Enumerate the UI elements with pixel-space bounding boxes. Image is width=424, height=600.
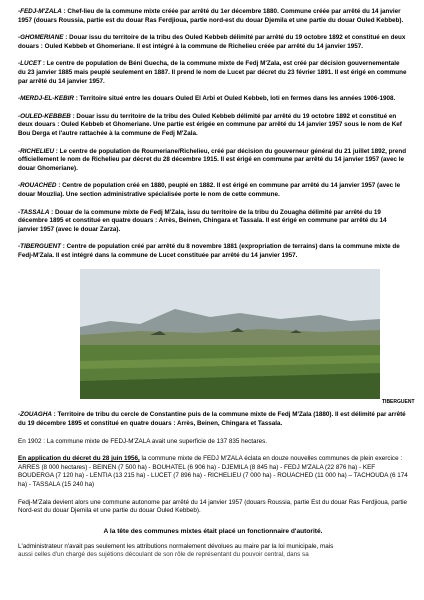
entry-text: : Territoire de tribu du cercle de Constantine puis de la commune mixte de Fedj M'Zala (1880). Il est délimité par arrêté du 19 décembre 1895 et constitué en quatre douars : Arrès, Beinen, Chingara et Tassala. <box>18 411 406 428</box>
entry-text: : Chef-lieu de la commune mixte créée par arrêté du 1er décembre 1880. Commune créée par arrêté du 14 janvier 1957 (douars Roussia, partie est du douar Ras Ferdjioua, partie nord-est du douar Djemila et une partie du douar Ouled Kebbeb). <box>18 8 404 24</box>
entry-term: -RICHELIEU <box>18 147 55 155</box>
application-lead: En application du décret du 28 juin 1956, <box>18 455 140 463</box>
entry-richelieu <box>18 148 408 174</box>
entry-text: : Territoire situé entre les douars Ouled El Arbi et Ouled Kebbeb, loti en fermes dans les années 1906-1908. <box>73 95 396 103</box>
paragraph-application <box>18 455 408 489</box>
paragraph-1902: En 1902 : La commune mixte de FEDJ-M'ZALA avait une superficie de 137 835 hectares. <box>18 437 268 445</box>
entry-text: : Douar issu du territoire de la tribu des Ouled Kebbeb délimité par arrêté du 19 octobre 1892 et constitué en deux douars : Ouled Kebbeb et Ghomeriane. Une partie est érigée en commune par arrêté du 14 janvier 1957 sous le nom de Kef Bou Derga et l'autre rattachée à la commune de Fedj M'Zala. <box>18 112 402 137</box>
landscape-photo <box>80 269 380 399</box>
center-note: A la tête des communes mixtes était placé un fonctionnaire d'autorité. <box>103 527 323 535</box>
entry-term: -GHOMERIANE <box>18 34 64 42</box>
landscape-photo-block <box>80 269 414 407</box>
entry-ouled-kebbeb <box>18 113 408 139</box>
entry-term: -TASSALA <box>18 208 50 216</box>
entry-term: -TIBERGUENT <box>18 243 62 251</box>
entry-text: : Douar de la commune mixte de Fedj M'Zala, issu du territoire de la tribu du Zouagha délimité par arrêté du 19 décembre 1895 et constitué en quatre douars : Arrès, Beinen, Chingara et Tassala. Il est érigé en commune par arrêté du 14 janvier 1957 (avec le douar Zarza). <box>18 208 387 233</box>
entry-text: : Le centre de population de Roumeriane/Richelieu, créé par décision du gouverneur général du 21 juillet 1892, prend officiellement le nom de Richelieu par décret du 28 décembre 1915. Il est érigé en commune par arrêté du 14 janvier 1957 (avec le douar Ghomeriane). <box>18 147 407 172</box>
commune-entries <box>18 8 408 260</box>
entry-term: -OULED-KEBBEB <box>18 112 71 120</box>
entry-lucet <box>18 60 408 86</box>
entry-tiberguent <box>18 243 408 260</box>
entry-term: -FEDJ-M'ZALA <box>18 8 62 15</box>
landscape-illustration <box>80 269 380 399</box>
entry-text: : Centre de population créé par arrêté du 8 novembre 1881 (expropriation de terrains) dans la commune mixte de Fedj-M'Zala. Il est intégré dans la commune de Lucet constituée par arrêté du 14 janvier 1957. <box>18 243 400 259</box>
document-page <box>18 8 415 559</box>
application-text: la commune mixte de FEDJ M'ZALA éclata en douze nouvelles communes de plein exercice : ARRES (8 000 hectares) - BEINEN (7 500 ha) - BOUHATEL (6 906 ha) - DJEMILA (8 845 ha) - FEDJ M'ZALA (22 876 ha) - KEF BOUDERGA (7 120 ha) - LENTIA (13 215 ha) - LUCET (7 896 ha) - RICHELIEU (7 000 ha) - ROUACHED (11 000 ha) – TACHOUDA (6 174 ha) - TASSALA (15 240 ha) <box>18 455 408 489</box>
entry-text: : Centre de population créé en 1880, peuplé en 1882. Il est érigé en commune par arrêté du 14 janvier 1957 (avec le douar Mouzlia). Une section administrative spécialisée porte le nom de cette commune. <box>18 182 401 198</box>
entry-ghomeriane <box>18 34 408 51</box>
entry-text: : Le centre de population de Béni Guecha, de la commune mixte de Fedj M'Zala, est créé par décision gouvernementale du 23 janvier 1885 mais peuplé seulement en 1887. Il prend le nom de Lucet par décret du 23 février 1891. Il est érigé en commune par arrêté du 14 janvier 1957. <box>18 60 407 85</box>
entry-tassala <box>18 209 408 235</box>
entry-text: : Douar issu du territoire de la tribu des Ouled Kebbeb délimité par arrêté du 19 octobre 1892 et constitué en deux douars : Ouled Kebbeb et Ghomeriane. Il est intégré à la commune de Richelieu créée par arrêté du 14 janvier 1957. <box>18 34 406 50</box>
cutoff-line-2: aussi celles d'un chargé des sujétions découlant de son rôle de représentant du pouvoir central, dans sa <box>18 551 309 559</box>
entry-term: -MERDJ-EL-KEBIR <box>18 95 74 103</box>
entry-term: -ZOUAGHA <box>18 411 52 419</box>
entry-rouached <box>18 182 408 199</box>
cutoff-line-1: L'administrateur n'avait pas seulement les attributions normalement dévolues au maire par la loi municipale, mais <box>18 542 334 550</box>
cutoff-paragraph <box>18 543 408 559</box>
entry-zouagha <box>18 411 408 428</box>
entry-term: -LUCET <box>18 60 42 68</box>
entry-fedj-mzala <box>18 8 408 25</box>
entry-merdj-el-kebir <box>18 95 408 104</box>
paragraph-autonomy: Fedj-M'Zala devient alors une commune autonome par arrêté du 14 janvier 1957 (douars Roussia, partie Est du douar Ras Ferdjioua, partie Nord-est du douar Djemila et une partie du douar Ouled Kebbeb). <box>18 498 408 515</box>
photo-caption: TIBERGUENT <box>382 399 415 406</box>
entry-term: -ROUACHED <box>18 182 57 190</box>
